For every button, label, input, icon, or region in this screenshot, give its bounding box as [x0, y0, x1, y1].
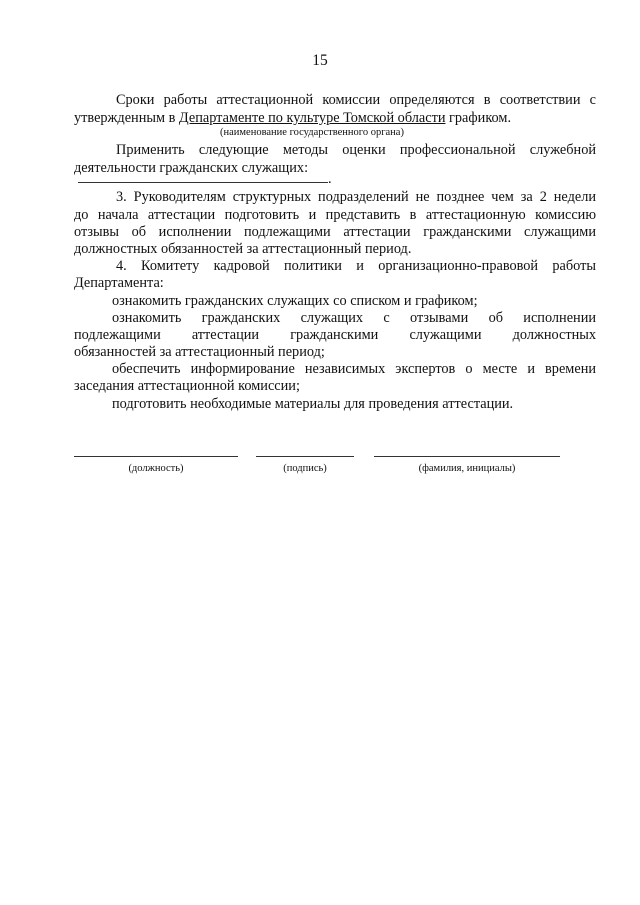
list-item: подготовить необходимые материалы для проведения аттестации.: [112, 396, 514, 412]
name-signature-line: [374, 456, 560, 457]
paragraph-3-line: 3. Руководителям структурных подразделений не позднее чем за 2 недели: [116, 189, 596, 205]
name-caption: (фамилия, инициалы): [418, 463, 516, 474]
position-signature-line: [74, 456, 238, 457]
page-number: 15: [312, 52, 328, 69]
text-span: утвержденным в: [74, 110, 179, 126]
paragraph-4-line: 4. Комитету кадровой политики и организационно-правовой работы: [116, 258, 596, 274]
agency-caption: (наименование государственного органа): [220, 127, 404, 138]
paragraph-methods-line: деятельности гражданских служащих:: [74, 160, 309, 176]
paragraph-4-line: Департамента:: [74, 275, 164, 291]
signature-line: [256, 456, 354, 457]
list-item-continuation: подлежащими аттестации гражданскими служащими должностных: [74, 327, 596, 343]
paragraph-methods-line: Применить следующие методы оценки профессиональной служебной: [116, 142, 596, 158]
list-item-continuation: обязанностей за аттестационный период;: [74, 344, 325, 360]
paragraph-terms-line: Сроки работы аттестационной комиссии определяются в соответствии с: [116, 92, 596, 108]
paragraph-terms-line: [74, 110, 596, 126]
signature-caption: (подпись): [283, 463, 327, 474]
paragraph-3-line: до начала аттестации подготовить и представить в аттестационную комиссию: [74, 207, 596, 223]
list-item-continuation: заседания аттестационной комиссии;: [74, 378, 300, 394]
methods-blank-period: .: [328, 171, 332, 187]
list-item: обеспечить информирование независимых экспертов о месте и времени: [112, 361, 596, 377]
paragraph-3-line: должностных обязанностей за аттестационный период.: [74, 241, 412, 257]
agency-name: Департаменте по культуре Томской области: [178, 110, 446, 126]
position-caption: (должность): [128, 463, 184, 474]
list-item: ознакомить гражданских служащих со списком и графиком;: [112, 293, 478, 309]
list-item: ознакомить гражданских служащих с отзывами об исполнении: [112, 310, 596, 326]
paragraph-3-line: отзывы об исполнении подлежащими аттестации гражданскими служащими: [74, 224, 596, 240]
text-span: графиком.: [445, 110, 512, 126]
methods-blank-line: [78, 182, 328, 183]
